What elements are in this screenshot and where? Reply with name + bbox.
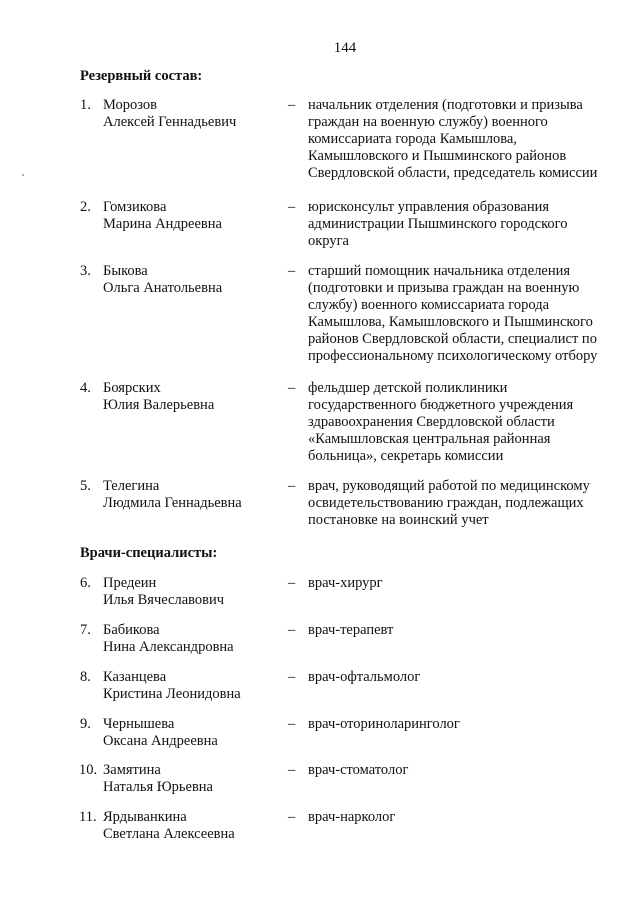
member-name-line: Юлия Валерьевна xyxy=(103,397,215,413)
member-name xyxy=(103,716,296,750)
member-role-line: юрисконсульт управления образования xyxy=(308,199,550,215)
member-name-line: Гомзикова xyxy=(103,199,167,215)
member-role-line: врач, руководящий работой по медицинскому xyxy=(308,478,590,494)
member-number: 3. xyxy=(80,263,91,279)
member-name-line: Нина Александровна xyxy=(103,639,234,655)
member-role xyxy=(308,97,613,182)
member-role xyxy=(308,199,613,250)
member-name-line: Людмила Геннадьевна xyxy=(103,495,242,511)
member-number: 7. xyxy=(80,622,91,638)
dash-separator: – xyxy=(288,478,296,494)
member-number: 6. xyxy=(80,575,91,591)
member-role xyxy=(308,263,613,365)
member-role-line: граждан на военную службу) военного xyxy=(308,114,548,130)
member-role-line: старший помощник начальника отделения xyxy=(308,263,571,279)
dash-separator: – xyxy=(288,809,296,825)
member-role-line: начальник отделения (подготовки и призыва xyxy=(308,97,583,113)
member-role xyxy=(308,809,613,826)
member-name-line: Ольга Анатольевна xyxy=(103,280,223,296)
member-number: 8. xyxy=(80,669,91,685)
member-role xyxy=(308,380,613,465)
member-role-line: Свердловской области, председатель комиссии xyxy=(308,165,598,181)
member-name-line: Илья Вячеславович xyxy=(103,592,225,608)
member-role-line: комиссариата города Камышлова, xyxy=(308,131,517,147)
member-role xyxy=(308,716,613,733)
member-name xyxy=(103,478,296,512)
member-name xyxy=(103,669,296,703)
member-name xyxy=(103,575,296,609)
member-role-line: (подготовки и призыва граждан на военную xyxy=(308,280,580,296)
scan-speck xyxy=(22,174,24,176)
member-role-line: освидетельствованию граждан, подлежащих xyxy=(308,495,584,511)
member-name-line: Оксана Андреевна xyxy=(103,733,218,749)
member-name-line: Светлана Алексеевна xyxy=(103,826,235,842)
member-role-line: службу) военного комиссариата города xyxy=(308,297,550,313)
member-number: 9. xyxy=(80,716,91,732)
member-name-line: Чернышева xyxy=(103,716,175,732)
member-role-line: округа xyxy=(308,233,349,249)
member-name-line: Кристина Леонидовна xyxy=(103,686,241,702)
member-role-line: врач-нарколог xyxy=(308,809,396,825)
member-name-line: Предеин xyxy=(103,575,157,591)
dash-separator: – xyxy=(288,199,296,215)
member-name-line: Ярдыванкина xyxy=(103,809,187,825)
dash-separator: – xyxy=(288,669,296,685)
member-role-line: фельдшер детской поликлиники xyxy=(308,380,508,396)
member-role xyxy=(308,622,613,639)
member-number: 1. xyxy=(80,97,91,113)
dash-separator: – xyxy=(288,762,296,778)
dash-separator: – xyxy=(288,575,296,591)
member-name xyxy=(103,97,296,131)
member-name-line: Бабикова xyxy=(103,622,160,638)
member-name-line: Быкова xyxy=(103,263,148,279)
member-role-line: Камышловского и Пышминского районов xyxy=(308,148,567,164)
member-role-line: районов Свердловской области, специалист по xyxy=(308,331,597,347)
member-name-line: Наталья Юрьевна xyxy=(103,779,213,795)
member-role xyxy=(308,669,613,686)
doctors-heading: Врачи-специалисты: xyxy=(80,545,218,561)
member-number: 5. xyxy=(80,478,91,494)
member-role-line: врач-оториноларинголог xyxy=(308,716,460,732)
reserve-heading: Резервный состав: xyxy=(80,68,203,84)
member-role-line: врач-терапевт xyxy=(308,622,394,638)
member-name-line: Казанцева xyxy=(103,669,167,685)
member-role-line: администрации Пышминского городского xyxy=(308,216,568,232)
member-number: 2. xyxy=(80,199,91,215)
member-role-line: врач-офтальмолог xyxy=(308,669,421,685)
member-role-line: «Камышловская центральная районная xyxy=(308,431,551,447)
member-number: 10. xyxy=(79,762,98,778)
dash-separator: – xyxy=(288,716,296,732)
member-name-line: Марина Андреевна xyxy=(103,216,222,232)
member-role-line: больница», секретарь комиссии xyxy=(308,448,504,464)
member-role-line: профессиональному психологическому отбору xyxy=(308,348,598,364)
member-role-line: врач-стоматолог xyxy=(308,762,409,778)
member-name xyxy=(103,263,296,297)
page-number: 144 xyxy=(333,40,357,56)
member-role xyxy=(308,575,613,592)
member-name xyxy=(103,809,296,843)
member-role-line: врач-хирург xyxy=(308,575,383,591)
member-role-line: постановке на воинский учет xyxy=(308,512,489,528)
dash-separator: – xyxy=(288,380,296,396)
dash-separator: – xyxy=(288,622,296,638)
member-name-line: Морозов xyxy=(103,97,158,113)
member-name xyxy=(103,622,296,656)
member-name-line: Алексей Геннадьевич xyxy=(103,114,237,130)
member-name xyxy=(103,199,296,233)
member-name xyxy=(103,762,296,796)
member-role-line: здравоохранения Свердловской области xyxy=(308,414,555,430)
member-name-line: Замятина xyxy=(103,762,161,778)
member-role xyxy=(308,762,613,779)
member-number: 11. xyxy=(79,809,97,825)
member-role-line: государственного бюджетного учреждения xyxy=(308,397,574,413)
member-number: 4. xyxy=(80,380,91,396)
member-name xyxy=(103,380,296,414)
dash-separator: – xyxy=(288,263,296,279)
member-name-line: Телегина xyxy=(103,478,160,494)
dash-separator: – xyxy=(288,97,296,113)
member-role xyxy=(308,478,613,529)
member-role-line: Камышлова, Камышловского и Пышминского xyxy=(308,314,593,330)
member-name-line: Боярских xyxy=(103,380,161,396)
